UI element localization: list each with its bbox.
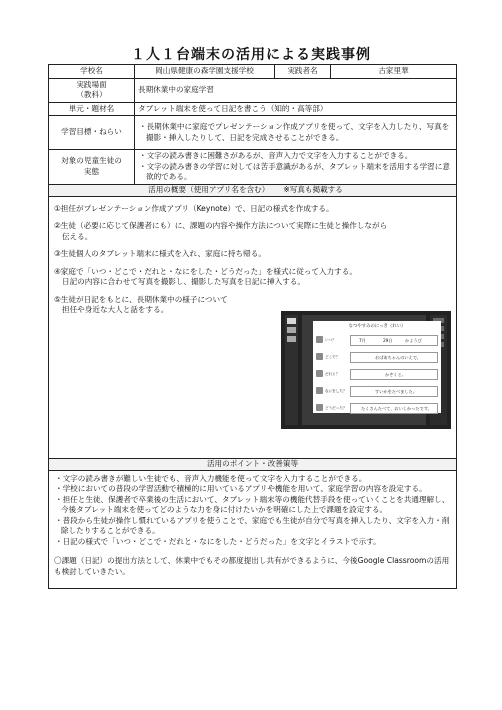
diary-question: だれと？: [325, 371, 340, 376]
point-item: ・日記の様式で「いつ・どこで・だれと・なにをした・どうだった」を文字とイラストで示す。: [55, 536, 381, 546]
overview-step: [54, 221, 451, 242]
scene-label-line2: （教科）: [76, 90, 107, 99]
goals-label: 学習目標・ねらい: [49, 116, 135, 150]
diary-question: なにをした？: [325, 388, 347, 393]
school-value: 岡山県健康の森学園支援学校: [135, 65, 275, 79]
scene-label: [49, 78, 135, 102]
illustration-icon: [316, 336, 323, 343]
point-item: ・学校においての普段の学習活動で積極的に用いているアプリや機能を用いて、家庭学習の内容を設定する。: [55, 484, 427, 493]
overview-note: ※写真も掲載する: [283, 184, 343, 194]
point-item: ・文字の読み書きが難しい生徒でも、音声入力機能を使って文字を入力することができる。: [55, 473, 367, 483]
diary-answer: たくさんたべて、おいしかったです。: [361, 405, 432, 411]
overview-step-subtext: 日記の内容に合わせて写真を撮影し、撮影した写真を日記に挿入する。: [62, 277, 305, 286]
overview-step-subtext: 担任や身近な大人と話をする。: [62, 305, 169, 314]
overview-heading-text: 活用の概要（使用アプリ名を含む）: [148, 184, 270, 194]
point-item: ・担任と生徒、保護者で卒業後の生活において、タブレット端末等の機能代替手段を使っていくことを共通理解し、今後タブレット端末を使ってどのような力を身に付けたいかを明確にした上で課題を設定する。: [55, 494, 450, 514]
overview-body: [49, 196, 457, 458]
diary-answer: かようび: [405, 337, 422, 343]
student-item: ・文字の読み書きの学習に対しては苦手意識があるが、タブレット端末を活用する学習に意欲的である。: [139, 161, 450, 181]
slide-thumbnail: [287, 336, 296, 342]
slide-thumbnail: [287, 327, 296, 333]
diary-question: いつ？: [325, 337, 336, 342]
diary-question: どこで？: [325, 354, 340, 359]
overview-heading: [49, 184, 457, 196]
unit-label: 単元・題材名: [49, 102, 135, 116]
diary-row: [316, 333, 438, 347]
diary-title: なつやすみのにっき（れい）: [348, 323, 406, 329]
diary-row: [316, 401, 438, 415]
overview-step-text: ②生徒（必要に応じて保護者にも）に、課題の内容や操作方法について実際に生徒と操作しながら: [54, 221, 388, 230]
students-label-line1: 対象の児童生徒の: [61, 156, 122, 166]
page-title: １人１台端末の活用による実践事例: [131, 47, 371, 63]
diary-answer: 29日: [383, 337, 393, 343]
diary-row: [316, 350, 438, 364]
overview-step-text: ④家庭で「いつ・どこで・だれと・なにをした・どうだった」を様式に従って入力する。: [54, 266, 357, 276]
practice-report-table: [48, 64, 457, 589]
overview-step: [54, 204, 451, 215]
goals-value: [135, 116, 457, 150]
student-item: ・文字の読み書きに困難さがあるが、音声入力で文字を入力することができる。: [139, 151, 413, 160]
diary-answer: すいかをたべました。: [375, 388, 417, 394]
overview-step-subtext: 伝える。: [62, 231, 93, 241]
diary-slide: [313, 321, 441, 413]
diary-answer-box: [350, 369, 438, 380]
points-heading: 活用のポイント・改善策等: [49, 458, 457, 470]
scene-label-line1: 実践場面: [76, 79, 107, 89]
students-label-line2: 実態: [83, 166, 100, 176]
overview-step-text: ③生徒個人のタブレット端末に様式を入れ、家庭に持ち帰る。: [54, 249, 266, 258]
school-label: 学校名: [49, 65, 135, 79]
illustration-icon: [316, 353, 323, 360]
diary-answer-box: [350, 352, 438, 363]
diary-answer-box: [350, 403, 438, 414]
goal-item: ・長期休業中に家庭でプレゼンテーション作成アプリを使って、文字を入力したり、写真を撮影・挿入したりして、日記を完成させることができる。: [139, 122, 450, 142]
diary-question: どうだった？: [325, 405, 347, 410]
illustration-icon: [316, 387, 323, 394]
closing-note: 〇課題（日記）の提出方法として、休業中でもその都度提出し共有ができるように、今後Google Classroomの活用も検討していきたい。: [54, 556, 450, 576]
diary-answer-box: [350, 335, 438, 346]
diary-answer: おばあちゃんのいえで。: [375, 354, 421, 360]
slide-thumbnails: [285, 315, 298, 425]
overview-step-text: ⑤生徒が日記をもとに、長期休業中の様子について: [54, 294, 228, 304]
students-value: [135, 150, 457, 185]
overview-step-text: ①担任がプレゼンテーション作成アプリ（Keynote）で、日記の様式を作成する。: [54, 203, 334, 213]
unit-value: タブレット端末を使って日記を書こう（知的・高等部）: [135, 102, 457, 116]
illustration-icon: [316, 404, 323, 411]
tablet-screenshot: [281, 311, 451, 429]
practitioner-label: 実践者名: [275, 65, 331, 79]
slide-thumbnail: [287, 318, 296, 324]
scene-value: 長期休業中の家庭学習: [135, 78, 457, 102]
diary-answer: 7月: [359, 337, 366, 343]
overview-step: [54, 267, 451, 288]
illustration-icon: [316, 370, 323, 377]
points-body: [49, 470, 457, 588]
overview-step: [54, 249, 451, 260]
diary-row: [316, 384, 438, 398]
point-item: ・普段から生徒が操作し慣れているアプリを使うことで、家庭でも生徒が自分で写真を挿入したり、文字を入力・削除したりすることができる。: [55, 515, 450, 535]
practitioner-value: 古家里華: [331, 65, 457, 79]
students-label: [49, 150, 135, 185]
diary-answer-box: [350, 386, 438, 397]
diary-row: [316, 367, 438, 381]
diary-answer: かぞくと。: [385, 371, 406, 377]
